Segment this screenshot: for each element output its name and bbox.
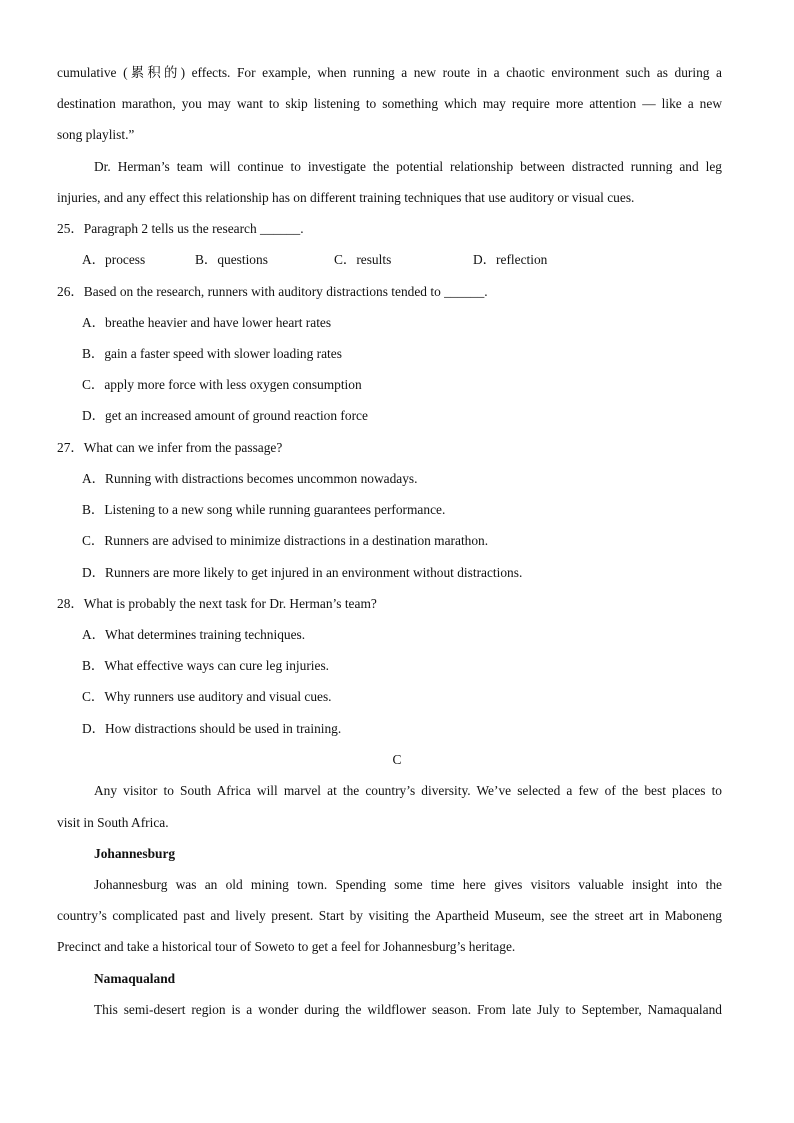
question-26-option-b[interactable]: B．gain a faster speed with slower loading rates [82,346,342,361]
question-28-option-c[interactable]: C．Why runners use auditory and visual cues. [82,689,332,704]
question-26-stem: 26．Based on the research, runners with auditory distractions tended to ______. [57,284,488,299]
paragraph-continuation-line-2: destination marathon, you may want to skip listening to something which may require more attention — like a new [57,96,722,111]
question-28-option-b[interactable]: B．What effective ways can cure leg injuries. [82,658,330,673]
question-27-option-d[interactable]: D．Runners are more likely to get injured in an environment without distractions. [82,565,523,580]
johannesburg-line-1: Johannesburg was an old mining town. Spending some time here gives visitors valuable insight into the [94,877,722,892]
paragraph-continuation-line-1: cumulative (累积的) effects. For example, when running a new route in a chaotic environment such as during a [57,65,722,80]
section-c-intro-line-1: Any visitor to South Africa will marvel at the country’s diversity. We’ve selected a few of the best places to [94,783,722,798]
section-c-intro-line-2: visit in South Africa. [57,815,169,830]
johannesburg-line-3: Precinct and take a historical tour of Soweto to get a feel for Johannesburg’s heritage. [57,939,516,954]
question-27-option-a[interactable]: A．Running with distractions becomes uncommon nowadays. [82,471,418,486]
namaqualand-heading: Namaqualand [94,971,176,986]
johannesburg-heading: Johannesburg [94,846,176,861]
question-26-option-a[interactable]: A．breathe heavier and have lower heart rates [82,315,332,330]
question-27-option-c[interactable]: C．Runners are advised to minimize distractions in a destination marathon. [82,533,489,548]
question-25-option-b[interactable]: B．questions [195,252,268,267]
question-25-stem: 25．Paragraph 2 tells us the research ______. [57,221,304,236]
question-28-option-a[interactable]: A．What determines training techniques. [82,627,306,642]
question-25-option-d[interactable]: D．reflection [473,252,548,267]
question-28-stem: 28．What is probably the next task for Dr. Herman’s team? [57,596,377,611]
question-25-option-c[interactable]: C．results [334,252,392,267]
paragraph-herman-line-1: Dr. Herman’s team will continue to investigate the potential relationship between distracted running and leg [94,159,722,174]
question-28-option-d[interactable]: D．How distractions should be used in training. [82,721,342,736]
question-27-option-b[interactable]: B．Listening to a new song while running guarantees performance. [82,502,446,517]
namaqualand-line-1: This semi-desert region is a wonder during the wildflower season. From late July to September, Namaqualand [94,1002,722,1017]
paragraph-herman-line-2: injuries, and any effect this relationship has on different training techniques that use auditory or visual cues. [57,190,635,205]
question-26-option-d[interactable]: D．get an increased amount of ground reaction force [82,408,368,423]
johannesburg-line-2: country’s complicated past and lively present. Start by visiting the Apartheid Museum, see the street art in Maboneng [57,908,722,923]
question-26-option-c[interactable]: C．apply more force with less oxygen consumption [82,377,362,392]
question-25-option-a[interactable]: A．process [82,252,146,267]
question-27-stem: 27．What can we infer from the passage? [57,440,283,455]
section-label: C [392,752,402,767]
paragraph-continuation-line-3: song playlist.” [57,127,135,142]
